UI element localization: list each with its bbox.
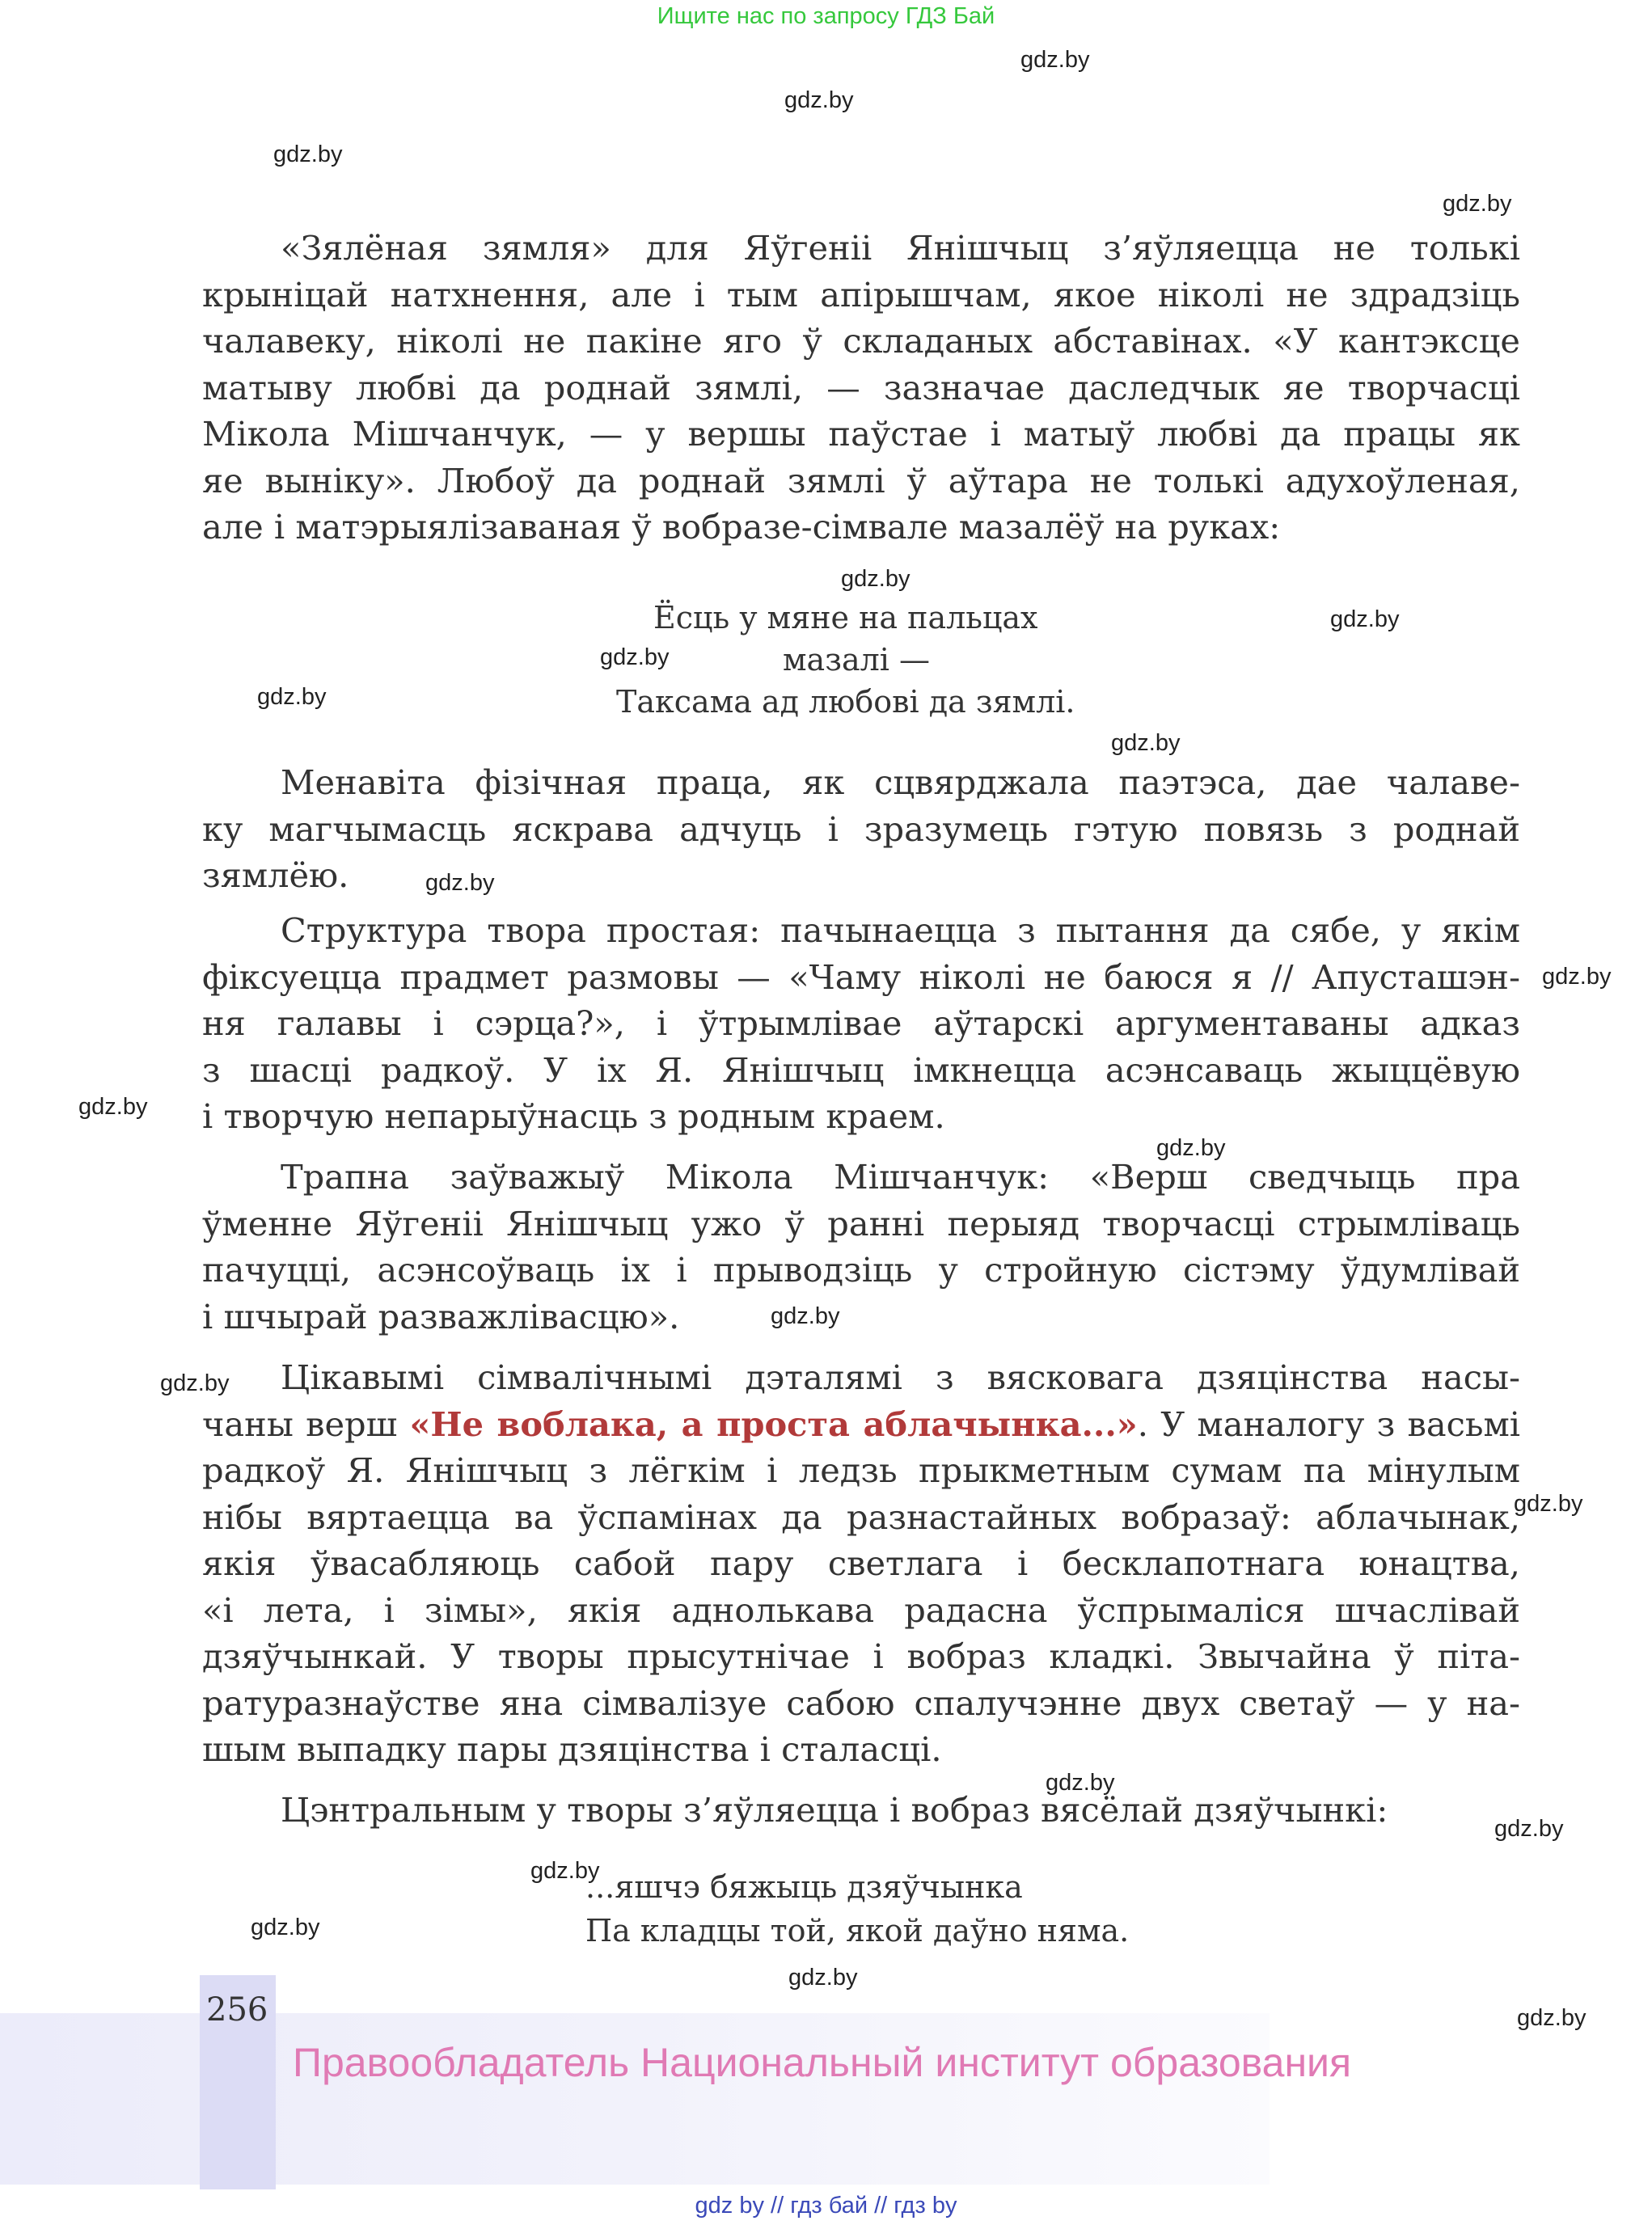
text-line: ратуразнаўстве яна сімвалізуе сабою спалучэнне двух светаў — у на- [202, 1682, 1520, 1723]
copyright-notice: Правообладатель Национальный институт образования [293, 2040, 1352, 2085]
text-line: радкоў Я. Янішчыц з лёгкім і ледзь прыкметным сумам па мінулым [202, 1450, 1520, 1490]
watermark: gdz.by [600, 644, 670, 670]
watermark: gdz.by [841, 566, 911, 592]
text-line: чалавеку, ніколі не пакіне яго ў складаных абставінах. «У кантэксце [202, 321, 1520, 361]
watermark: gdz.by [530, 1858, 600, 1884]
watermark: gdz.by [160, 1370, 230, 1396]
watermark: gdz.by [425, 870, 495, 896]
paragraph-2 [202, 759, 1520, 899]
watermark: gdz.by [1156, 1135, 1226, 1161]
text-line: і творчую непарыўнасць з родным краем. [202, 1096, 945, 1136]
text-line: Структура твора простая: пачынаецца з пытання да сябе, у якім [281, 910, 1520, 950]
paragraph-1 [202, 225, 1520, 551]
page-number: 256 [206, 1991, 268, 2029]
text-line: дзяўчынкай. У творы прысутнічае і вобраз кладкі. Звычайна ў піта- [202, 1636, 1520, 1676]
text-fragment: . У маналогу з васьмі [1137, 1404, 1520, 1444]
watermark: gdz.by [1330, 606, 1400, 632]
watermark: gdz.by [251, 1915, 320, 1940]
verse-line: Па кладцы той, якой даўно няма. [585, 1913, 1130, 1948]
verse-line: Таксама ад любові да зямлі. [616, 684, 1075, 720]
watermark: gdz.by [1020, 47, 1090, 73]
text-line: шым выпадку пары дзяцінства і сталасці. [202, 1729, 942, 1769]
watermark: gdz.by [784, 87, 854, 113]
watermark: gdz.by [78, 1094, 148, 1120]
paragraph-5 [202, 1354, 1520, 1773]
text-line: і шчырай разважлівасцю». [202, 1296, 680, 1336]
watermark: gdz.by [1514, 1491, 1583, 1517]
poem-title: «Не воблака, а проста аблачынка...» [409, 1404, 1138, 1444]
text-line: ня галавы і сэрца?», і ўтрымлівае аўтарскі аргументаваны адказ [202, 1003, 1520, 1043]
verse-line: Ёсць у мяне на пальцах [653, 600, 1038, 635]
text-line: фіксуецца прадмет размовы — «Чаму ніколі не баюся я // Апусташэн- [202, 956, 1520, 997]
text-line [202, 1401, 1520, 1448]
watermark: gdz.by [788, 1965, 858, 1991]
text-line: ўменне Яўгеніі Янішчыц ужо ў ранні перыяд творчасці стрымліваць [202, 1203, 1520, 1243]
text-line: Цэнтральным у творы з’яўляецца і вобраз вясёлай дзяўчынкі: [281, 1790, 1388, 1830]
text-line: але і матэрыялізаваная ў вобразе-сімвале мазалёў на руках: [202, 507, 1281, 547]
paragraph-3 [202, 907, 1520, 1140]
text-line: якія ўвасабляюць сабой пару светлага і бесклапотнага юнацтва, [202, 1543, 1520, 1583]
text-line: Мікола Мішчанчук, — у вершы паўстае і матыў любві да працы як [202, 414, 1520, 454]
watermark: gdz.by [1542, 964, 1612, 990]
paragraph-6 [202, 1787, 1520, 1834]
verse-line: мазалі — [783, 642, 930, 678]
text-line: зямлёю. [202, 855, 349, 895]
watermark: gdz.by [1443, 191, 1512, 217]
watermark: gdz.by [1517, 2005, 1587, 2031]
text-line: Цікавымі сімвалічнымі дэталямі з вясковага дзяцінства насы- [281, 1357, 1520, 1397]
text-line: «і лета, і зімы», якія аднолькава радасна ўспрымаліся шчаслівай [202, 1590, 1520, 1630]
text-line: Менавіта фізічная праца, як сцвярджала паэтэса, дае чалаве- [281, 762, 1520, 802]
text-line: крыніцай натхнення, але і тым апірышчам, якое ніколі не здрадзіць [202, 274, 1520, 315]
text-line: з шасці радкоў. У іх Я. Янішчыц імкнецца асэнсаваць жыццёвую [202, 1049, 1520, 1090]
text-line: яе выніку». Любоў да роднай зямлі ў аўтара не толькі адухоўленая, [202, 460, 1520, 500]
paragraph-4 [202, 1154, 1520, 1340]
text-fragment: чаны верш [202, 1404, 410, 1444]
text-line: матыву любві да роднай зямлі, — зазначае даследчык яе творчасці [202, 367, 1520, 407]
text-line: «Зялёная зямля» для Яўгеніі Янішчыц з’яўляецца не толькі [281, 228, 1520, 268]
header-search-note: Ищите нас по запросу ГДЗ Бай [657, 3, 995, 29]
watermark: gdz.by [771, 1303, 840, 1329]
footer-links-note: gdz by // гдз бай // гдз by [695, 2193, 957, 2219]
watermark: gdz.by [1494, 1816, 1564, 1842]
text-line: пачуцці, асэнсоўваць іх і прыводзіць у стройную сістэму ўдумлівай [202, 1250, 1520, 1290]
text-line: ку магчымасць яскрава адчуць і зразумець гэтую повязь з роднай [202, 809, 1520, 849]
watermark: gdz.by [1046, 1770, 1115, 1796]
text-line: нібы вяртаецца ва ўспамінах да разнастайных вобразаў: аблачынак, [202, 1497, 1520, 1537]
watermark: gdz.by [257, 684, 327, 710]
text-line: Трапна заўважыў Мікола Мішчанчук: «Верш сведчыць пра [281, 1157, 1520, 1197]
watermark: gdz.by [273, 141, 343, 167]
verse-line: ...яшчэ бяжыць дзяўчынка [585, 1869, 1023, 1905]
watermark: gdz.by [1111, 730, 1181, 756]
